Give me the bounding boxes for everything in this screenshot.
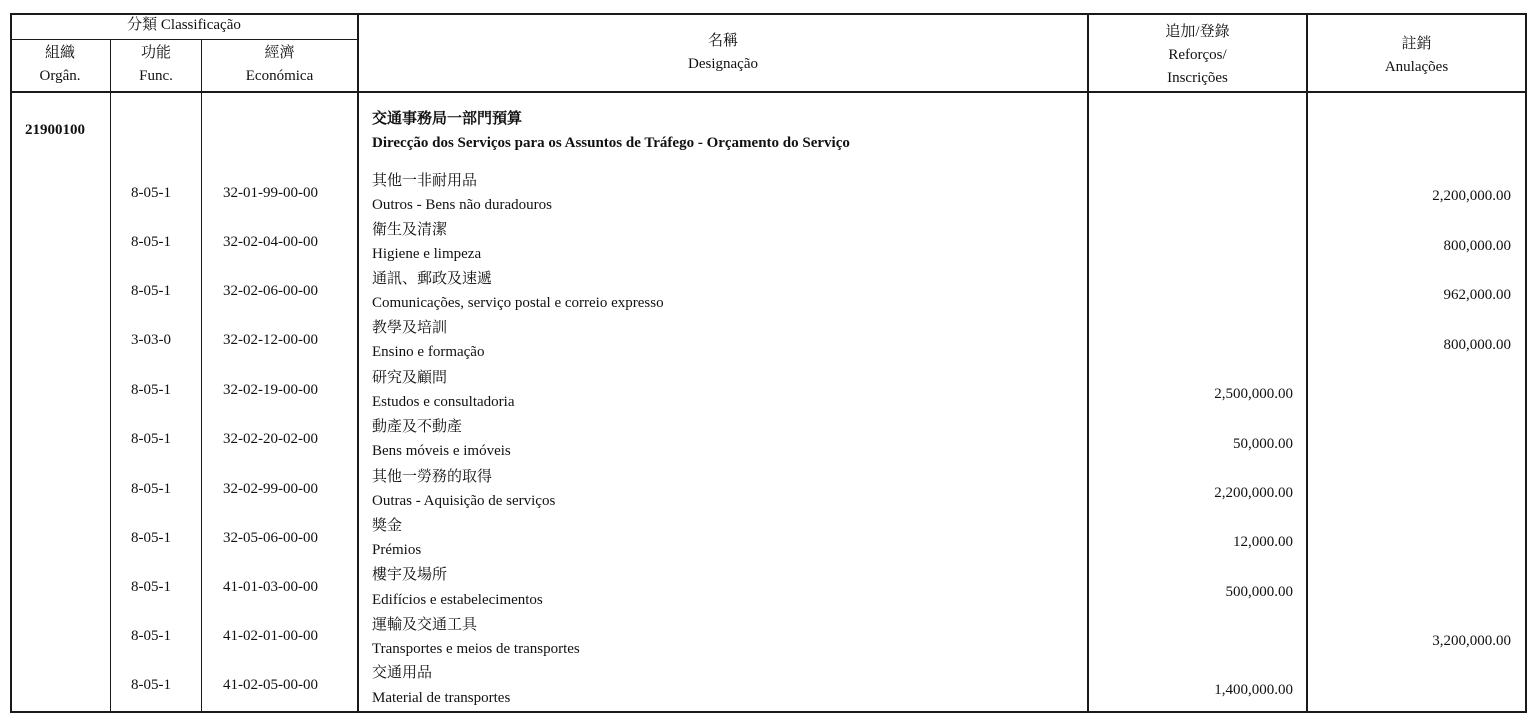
row-func: 8-05-1 (131, 579, 171, 595)
column-divider-func (201, 40, 202, 713)
reinf-header-pt1: Reforços/ (1168, 47, 1227, 63)
row-name-pt: Material de transportes (372, 690, 511, 706)
row-econ: 32-02-12-00-00 (223, 332, 318, 348)
row-name-zh: 研究及顧問 (372, 370, 448, 386)
row-name-pt: Outros - Bens não duradouros (372, 197, 552, 213)
reinf-header-pt2: Inscrições (1167, 70, 1228, 86)
row-func: 8-05-1 (131, 677, 171, 693)
row-func: 8-05-1 (131, 185, 171, 201)
row-name-pt: Transportes e meios de transportes (372, 641, 580, 657)
column-divider-name (1087, 13, 1089, 713)
table-border-right (1525, 13, 1527, 713)
classification-divider (10, 39, 358, 40)
row-name-pt: Higiene e limpeza (372, 246, 482, 262)
row-name-zh: 衛生及清潔 (372, 222, 448, 238)
row-name-pt: Ensino e formação (372, 344, 485, 360)
func-header-zh: 功能 (140, 45, 171, 61)
row-annul: 800,000.00 (1443, 238, 1511, 254)
row-func: 8-05-1 (131, 382, 171, 398)
column-divider-econ (357, 13, 359, 713)
table-border-bottom (10, 711, 1527, 713)
row-annul: 800,000.00 (1443, 337, 1511, 353)
row-name-zh: 獎金 (372, 518, 403, 534)
row-func: 8-05-1 (131, 283, 171, 299)
organ-header-zh: 組織 (44, 45, 75, 61)
row-name-zh: 通訊、郵政及速遞 (372, 271, 493, 287)
row-reinf: 2,500,000.00 (1214, 386, 1293, 402)
row-reinf: 1,400,000.00 (1214, 682, 1293, 698)
row-econ: 32-05-06-00-00 (223, 530, 318, 546)
row-reinf: 50,000.00 (1233, 436, 1293, 452)
organ-name-pt: Direcção dos Serviços para os Assuntos de Tráfego - Orçamento do Serviço (372, 135, 850, 151)
name-header-pt: Designação (688, 56, 758, 72)
name-header-zh: 名稱 (707, 33, 738, 49)
row-name-zh: 樓宇及場所 (372, 567, 448, 583)
row-name-pt: Comunicações, serviço postal e correio expresso (372, 295, 664, 311)
column-divider-reinf (1306, 13, 1308, 713)
row-reinf: 2,200,000.00 (1214, 485, 1293, 501)
row-name-zh: 交通用品 (372, 665, 433, 681)
organ-name-zh: 交通事務局一部門預算 (372, 111, 523, 127)
row-econ: 41-02-01-00-00 (223, 628, 318, 644)
row-name-pt: Estudos e consultadoria (372, 394, 515, 410)
row-econ: 32-02-06-00-00 (223, 283, 318, 299)
header-bottom-rule (10, 91, 1527, 93)
func-header-pt: Func. (139, 68, 173, 84)
row-econ: 32-02-19-00-00 (223, 382, 318, 398)
organ-code: 21900100 (25, 122, 85, 138)
classification-header: 分類 Classificação (127, 17, 241, 33)
row-func: 8-05-1 (131, 530, 171, 546)
row-name-pt: Outras - Aquisição de serviços (372, 493, 556, 509)
row-name-zh: 動產及不動產 (372, 419, 463, 435)
row-func: 8-05-1 (131, 234, 171, 250)
reinf-header-zh: 追加/登錄 (1165, 24, 1230, 40)
column-divider-organ (110, 40, 111, 713)
econ-header-zh: 經濟 (264, 45, 295, 61)
row-func: 8-05-1 (131, 431, 171, 447)
row-name-pt: Bens móveis e imóveis (372, 443, 511, 459)
row-econ: 41-02-05-00-00 (223, 677, 318, 693)
row-econ: 41-01-03-00-00 (223, 579, 318, 595)
row-name-zh: 其他一勞務的取得 (372, 469, 493, 485)
annul-header-pt: Anulações (1384, 59, 1449, 75)
table-border-left (10, 13, 12, 713)
row-econ: 32-02-99-00-00 (223, 481, 318, 497)
row-annul: 2,200,000.00 (1432, 188, 1511, 204)
row-reinf: 12,000.00 (1233, 534, 1293, 550)
row-func: 3-03-0 (131, 332, 171, 348)
row-name-zh: 其他一非耐用品 (372, 173, 478, 189)
organ-header-pt: Orgân. (39, 68, 81, 84)
annul-header-zh: 註銷 (1401, 36, 1432, 52)
econ-header-pt: Económica (245, 68, 314, 84)
row-reinf: 500,000.00 (1225, 584, 1293, 600)
row-econ: 32-02-20-02-00 (223, 431, 318, 447)
row-annul: 3,200,000.00 (1432, 633, 1511, 649)
budget-table (10, 13, 1527, 713)
row-name-pt: Prémios (372, 542, 422, 558)
row-name-pt: Edifícios e estabelecimentos (372, 592, 543, 608)
row-name-zh: 運輸及交通工具 (372, 617, 478, 633)
row-annul: 962,000.00 (1443, 287, 1511, 303)
row-func: 8-05-1 (131, 481, 171, 497)
row-econ: 32-02-04-00-00 (223, 234, 318, 250)
table-border-top (10, 13, 1527, 15)
row-name-zh: 教學及培訓 (372, 320, 448, 336)
row-econ: 32-01-99-00-00 (223, 185, 318, 201)
row-func: 8-05-1 (131, 628, 171, 644)
